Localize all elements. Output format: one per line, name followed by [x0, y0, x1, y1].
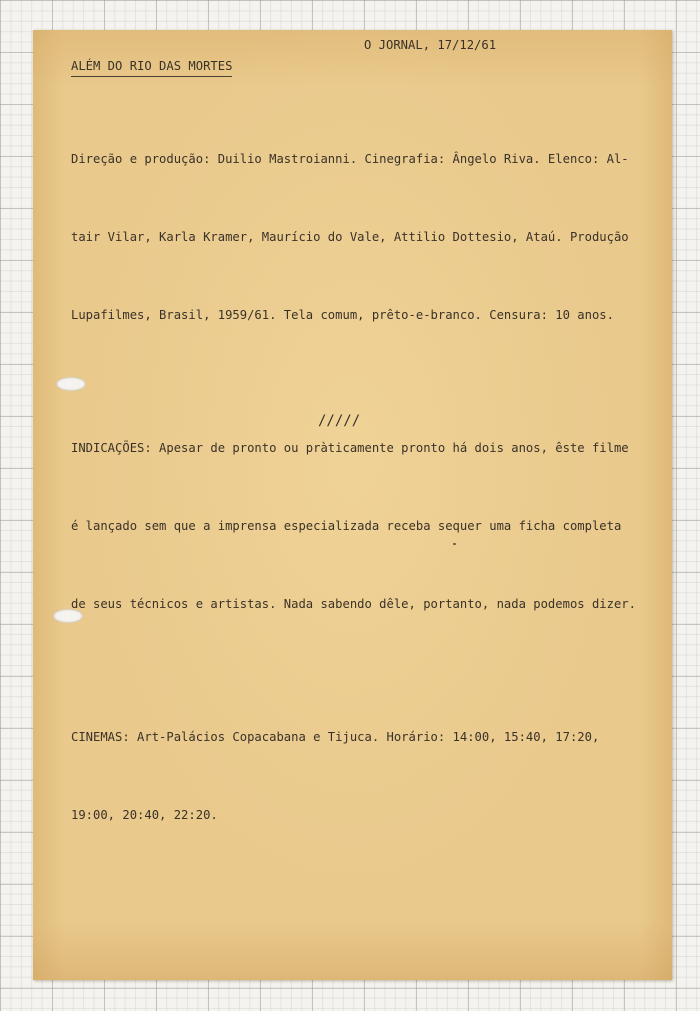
end-of-text-mark: /////	[318, 413, 361, 429]
newspaper-date-reference: O JORNAL, 17/12/61	[364, 38, 497, 52]
cinemas-line-2: 19:00, 20:40, 22:20.	[71, 808, 218, 822]
indications-line-3: de seus técnicos e artistas. Nada sabendo dêle, portanto, nada podemos dizer.	[71, 597, 636, 611]
review-body	[71, 94, 636, 880]
credits-line-3: Lupafilmes, Brasil, 1959/61. Tela comum, prêto-e-branco. Censura: 10 anos.	[71, 308, 614, 322]
credits-line-1: Direção e produção: Duilio Mastroianni. Cinegrafia: Ângelo Riva. Elenco: Al-	[71, 152, 629, 166]
pencil-dot	[453, 543, 456, 545]
indications-line-1: INDICAÇÕES: Apesar de pronto ou pràticamente pronto há dois anos, êste filme	[71, 441, 629, 455]
indications-line-2: é lançado sem que a imprensa especializada receba sequer uma ficha completa	[71, 519, 622, 533]
cinemas-line-1: CINEMAS: Art-Palácios Copacabana e Tijuca. Horário: 14:00, 15:40, 17:20,	[71, 730, 600, 744]
paragraph-gap	[71, 669, 636, 672]
credits-line-2: tair Vilar, Karla Kramer, Maurício do Vale, Attilio Dottesio, Ataú. Produção	[71, 230, 629, 244]
typewritten-sheet	[33, 30, 672, 980]
paragraph-gap	[71, 380, 636, 383]
film-title: ALÉM DO RIO DAS MORTES	[71, 57, 232, 77]
